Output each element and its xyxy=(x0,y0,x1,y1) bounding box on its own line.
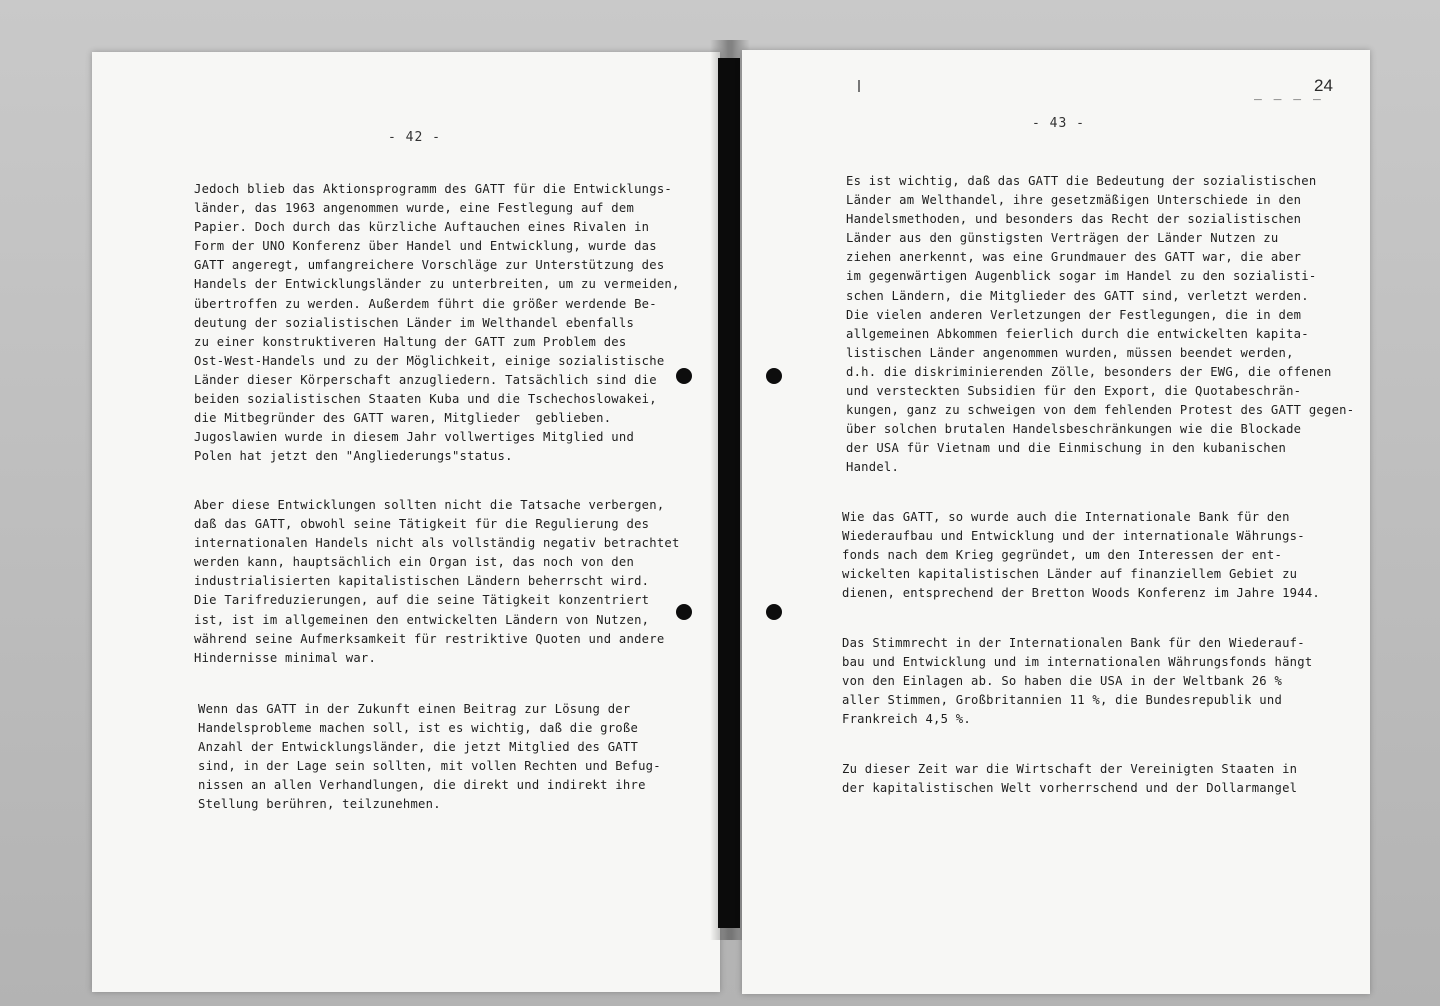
margin-tick xyxy=(858,80,860,92)
punch-hole-right-top xyxy=(766,368,782,384)
right-paragraph-4: Zu dieser Zeit war die Wirtschaft der Vereinigten Staaten in der kapitalistischen Welt vorherrschend und der Dollarmangel xyxy=(842,762,1298,796)
punch-hole-left-bottom xyxy=(676,604,692,620)
left-paragraph-1: Jedoch blieb das Aktionsprogramm des GATT für die Entwicklungs- länder, das 1963 angenommen wurde, eine Festlegung auf dem Papier. Doch durch das kürzliche Auftauchen eines Rivalen in Form der UNO Konferenz über Handel und Entwicklung, wurde das GATT angeregt, umfangreichere Vorschläge zur Unterstützung des Handels der Entwicklungsländer zu unterbreiten, um zu vermeiden, übertroffen zu werden. Außerdem führt die größer werdende Be- deutung der sozialistischen Länder im Welthandel ebenfalls zu einer konstruktiveren Haltung der GATT zum Problem des Ost-West-Handels und zu der Möglichkeit, einige sozialistische Länder dieser Körperschaft anzugliedern. Tatsächlich sind die beiden sozialistischen Staaten Kuba und die Tschechoslowakei, die Mitbegründer des GATT waren, Mitglieder geblieben. Jugoslawien wurde in diesem Jahr vollwertiges Mitglied und Polen hat jetzt den "Angliederungs"status. xyxy=(194,182,680,464)
punch-hole-right-bottom xyxy=(766,604,782,620)
left-page-number: - 42 - xyxy=(388,130,441,145)
right-page xyxy=(742,50,1370,994)
left-paragraph-2: Aber diese Entwicklungen sollten nicht die Tatsache verbergen, daß das GATT, obwohl seine Tätigkeit für die Regulierung des internationalen Handels nicht als vollständig negativ betrachtet werden kann, hauptsächlich ein Organ ist, das noch von den industrialisierten kapitalistischen Ländern beherrscht wird. Die Tarifreduzierungen, auf die seine Tätigkeit konzentriert ist, ist im allgemeinen den entwickelten Ländern von Nutzen, während seine Aufmerksamkeit für restriktive Quoten und andere Hindernisse minimal war. xyxy=(194,498,680,665)
right-paragraph-3: Das Stimmrecht in der Internationalen Bank für den Wiederauf- bau und Entwicklung und im internationalen Währungsfonds hängt von den Einlagen ab. So haben die USA in der Weltbank 26 % aller Stimmen, Großbritannien 11 %, die Bundesrepublik und Frankreich 4,5 %. xyxy=(842,636,1313,727)
right-paragraph-1: Es ist wichtig, daß das GATT die Bedeutung der sozialistischen Länder am Welthandel, ihre gesetzmäßigen Unterschiede in den Handelsmethoden, und besonders das Recht der sozialistischen Länder aus den günstigsten Verträgen der Länder Nutzen zu ziehen anerkennt, was eine Grundmauer des GATT war, die aber im gegenwärtigen Augenblick sogar im Handel zu den sozialisti- schen Ländern, die Mitglieder des GATT sind, verletzt werden. Die vielen anderen Verletzungen der Festlegungen, die in dem allgemeinen Abkommen feierlich durch die entwickelten kapita- listischen Länder angenommen wurden, müssen beendet werden, d.h. die diskriminierenden Zölle, besonders der EWG, die offenen und versteckten Subsidien für den Export, die Quotabeschrän- kungen, ganz zu schweigen von dem fehlenden Protest des GATT gegen- über solchen brutalen Handelsbeschränkungen wie die Blockade der USA für Vietnam und die Einmischung in den kubanischen Handel. xyxy=(846,174,1355,475)
header-dash-marks: _ _ _ _ xyxy=(1254,86,1323,101)
binding-gutter xyxy=(718,58,740,928)
archive-page-number: 24 xyxy=(1314,76,1333,95)
right-page-number: - 43 - xyxy=(1032,116,1085,131)
left-page xyxy=(92,52,720,992)
punch-hole-left-top xyxy=(676,368,692,384)
right-paragraph-2: Wie das GATT, so wurde auch die Internationale Bank für den Wiederaufbau und Entwicklung und der internationale Währungs- fonds nach dem Krieg gegründet, um den Interessen der ent- wickelten kapitalistischen Länder auf finanziellem Gebiet zu dienen, entsprechend der Bretton Woods Konferenz im Jahre 1944. xyxy=(842,510,1321,601)
left-paragraph-3: Wenn das GATT in der Zukunft einen Beitrag zur Lösung der Handelsprobleme machen soll, ist es wichtig, daß die große Anzahl der Entwicklungsländer, die jetzt Mitglied des GATT sind, in der Lage sein sollten, mit vollen Rechten und Befug- nissen an allen Verhandlungen, die direkt und indirekt ihre Stellung berühren, teilzunehmen. xyxy=(198,702,661,812)
